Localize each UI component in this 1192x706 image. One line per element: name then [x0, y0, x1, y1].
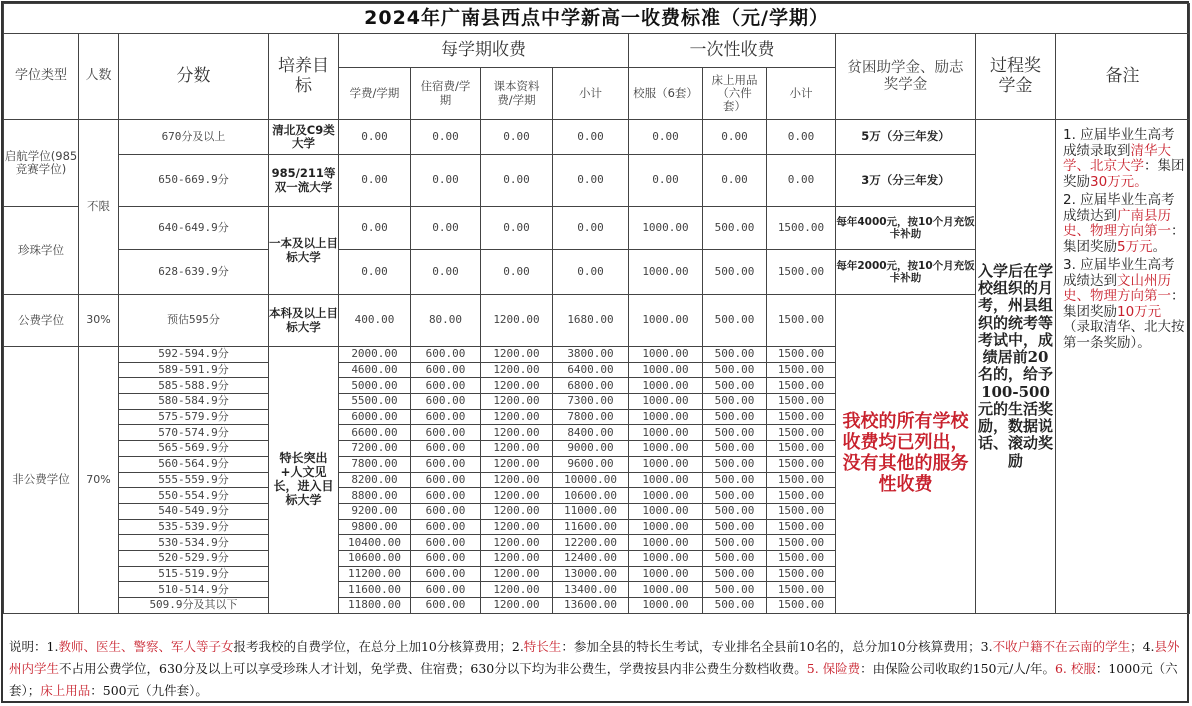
score-cell: 580-584.9分	[119, 394, 269, 410]
lodging-cell: 600.00	[411, 488, 481, 504]
uniform-cell: 1000.00	[629, 362, 703, 378]
score-cell: 592-594.9分	[119, 347, 269, 363]
uniform-cell: 1000.00	[629, 347, 703, 363]
one-time-subtotal-cell: 1500.00	[767, 362, 836, 378]
headcount-unlimited: 不限	[79, 120, 119, 295]
one-time-subtotal-cell: 1500.00	[767, 441, 836, 457]
subtotal-cell: 0.00	[553, 120, 629, 155]
lodging-cell: 600.00	[411, 566, 481, 582]
score-cell: 540-549.9分	[119, 503, 269, 519]
bedding-cell: 500.00	[703, 409, 767, 425]
lodging-cell: 0.00	[411, 155, 481, 207]
one-time-subtotal-cell: 1500.00	[767, 394, 836, 410]
header-per-term-subtotal: 小计	[553, 68, 629, 120]
books-cell: 0.00	[481, 207, 553, 250]
score-cell: 510-514.9分	[119, 582, 269, 598]
uniform-cell: 0.00	[629, 155, 703, 207]
uniform-cell: 1000.00	[629, 566, 703, 582]
tuition-cell: 6000.00	[339, 409, 411, 425]
header-one-time-group: 一次性收费	[629, 34, 836, 68]
subtotal-cell: 7300.00	[553, 394, 629, 410]
target-cell: 本科及以上目标大学	[269, 295, 339, 347]
remarks-cell	[1056, 120, 1190, 614]
subtotal-cell: 6400.00	[553, 362, 629, 378]
headcount-feigongfei: 70%	[79, 347, 119, 614]
score-cell: 550-554.9分	[119, 488, 269, 504]
remark-item: 3. 应届毕业生高考成绩达到文山州历史、物理方向第一：集团奖励10万元（录取清华、北大按第一条奖励）。	[1063, 257, 1185, 351]
one-time-subtotal-cell: 1500.00	[767, 409, 836, 425]
target-cell: 特长突出+人文见长，进入目标大学	[269, 347, 339, 614]
lodging-cell: 600.00	[411, 598, 481, 614]
books-cell: 0.00	[481, 250, 553, 295]
bedding-cell: 500.00	[703, 550, 767, 566]
score-cell: 640-649.9分	[119, 207, 269, 250]
subtotal-cell: 13400.00	[553, 582, 629, 598]
subtotal-cell: 0.00	[553, 207, 629, 250]
degree-feigongfei: 非公费学位	[4, 347, 79, 614]
bedding-cell: 500.00	[703, 394, 767, 410]
tuition-cell: 11600.00	[339, 582, 411, 598]
bedding-cell: 500.00	[703, 535, 767, 551]
books-cell: 1200.00	[481, 378, 553, 394]
score-cell: 570-574.9分	[119, 425, 269, 441]
remark-item: 1. 应届毕业生高考成绩录取到清华大学、北京大学：集团奖励30万元。	[1063, 127, 1185, 190]
tuition-cell: 0.00	[339, 155, 411, 207]
subtotal-cell: 12400.00	[553, 550, 629, 566]
subtotal-cell: 13600.00	[553, 598, 629, 614]
books-cell: 1200.00	[481, 550, 553, 566]
one-time-subtotal-cell: 1500.00	[767, 566, 836, 582]
header-remarks: 备注	[1056, 34, 1190, 120]
target-cell: 985/211等双一流大学	[269, 155, 339, 207]
books-cell: 1200.00	[481, 535, 553, 551]
bedding-cell: 500.00	[703, 598, 767, 614]
one-time-subtotal-cell: 1500.00	[767, 456, 836, 472]
one-time-subtotal-cell: 1500.00	[767, 550, 836, 566]
header-per-term-group: 每学期收费	[339, 34, 629, 68]
header-one-time-subtotal: 小计	[767, 68, 836, 120]
one-time-subtotal-cell: 1500.00	[767, 207, 836, 250]
aid-cell: 每年2000元，按10个月充饭卡补助	[836, 250, 976, 295]
degree-qihang: 启航学位(985竞赛学位)	[4, 120, 79, 207]
bedding-cell: 500.00	[703, 347, 767, 363]
one-time-subtotal-cell: 0.00	[767, 155, 836, 207]
target-cell: 一本及以上目标大学	[269, 207, 339, 295]
bedding-cell: 0.00	[703, 120, 767, 155]
bedding-cell: 0.00	[703, 155, 767, 207]
lodging-cell: 600.00	[411, 582, 481, 598]
footer-notes: 说明：1.教师、医生、警察、军人等子女报考我校的自费学位，在总分上加10分核算费用；2.特长生：参加全县的特长生考试，专业排名全县前10名的，总分加10分核算费用；3.不收户籍不在云南的学生；4.县外州内学生不占用公费学位，630分及以上可以享受珍珠人才计划，免学费、住宿费；630分以下均为非公费生，学费按县内非公费生分数档收费。5. 保险费：由保险公司收取约150元/人/年。6. 校服：1000元（六套）；床上用品：500元（九件套）。	[9, 639, 1180, 698]
header-books: 课本资料费/学期	[481, 68, 553, 120]
tuition-cell: 5500.00	[339, 394, 411, 410]
tuition-cell: 5000.00	[339, 378, 411, 394]
bedding-cell: 500.00	[703, 441, 767, 457]
uniform-cell: 1000.00	[629, 519, 703, 535]
uniform-cell: 1000.00	[629, 207, 703, 250]
subtotal-cell: 12200.00	[553, 535, 629, 551]
tuition-cell: 8800.00	[339, 488, 411, 504]
uniform-cell: 1000.00	[629, 250, 703, 295]
subtotal-cell: 11600.00	[553, 519, 629, 535]
uniform-cell: 1000.00	[629, 550, 703, 566]
lodging-cell: 0.00	[411, 120, 481, 155]
aid-cell: 5万（分三年发）	[836, 120, 976, 155]
uniform-cell: 0.00	[629, 120, 703, 155]
one-time-subtotal-cell: 1500.00	[767, 488, 836, 504]
tuition-cell: 8200.00	[339, 472, 411, 488]
books-cell: 1200.00	[481, 394, 553, 410]
bedding-cell: 500.00	[703, 503, 767, 519]
score-cell: 535-539.9分	[119, 519, 269, 535]
lodging-cell: 0.00	[411, 207, 481, 250]
lodging-cell: 600.00	[411, 378, 481, 394]
one-time-subtotal-cell: 1500.00	[767, 378, 836, 394]
bedding-cell: 500.00	[703, 425, 767, 441]
one-time-subtotal-cell: 1500.00	[767, 472, 836, 488]
score-cell: 560-564.9分	[119, 456, 269, 472]
tuition-cell: 0.00	[339, 207, 411, 250]
uniform-cell: 1000.00	[629, 295, 703, 347]
bedding-cell: 500.00	[703, 582, 767, 598]
lodging-cell: 600.00	[411, 441, 481, 457]
one-time-subtotal-cell: 1500.00	[767, 425, 836, 441]
tuition-cell: 11800.00	[339, 598, 411, 614]
header-uniform: 校服（6套）	[629, 68, 703, 120]
target-cell: 清北及C9类大学	[269, 120, 339, 155]
uniform-cell: 1000.00	[629, 441, 703, 457]
books-cell: 1200.00	[481, 488, 553, 504]
score-cell: 585-588.9分	[119, 378, 269, 394]
bedding-cell: 500.00	[703, 519, 767, 535]
uniform-cell: 1000.00	[629, 378, 703, 394]
aid-cell: 每年4000元，按10个月充饭卡补助	[836, 207, 976, 250]
books-cell: 0.00	[481, 155, 553, 207]
subtotal-cell: 6800.00	[553, 378, 629, 394]
books-cell: 0.00	[481, 120, 553, 155]
books-cell: 1200.00	[481, 566, 553, 582]
score-cell: 628-639.9分	[119, 250, 269, 295]
books-cell: 1200.00	[481, 295, 553, 347]
uniform-cell: 1000.00	[629, 456, 703, 472]
header-score: 分数	[119, 34, 269, 120]
lodging-cell: 600.00	[411, 456, 481, 472]
process-award-text: 入学后在学校组织的月考，州县组织的统考等考试中，成绩居前20名的，给予100-500元的生活奖励，数据说话、滚动奖励	[976, 120, 1056, 614]
uniform-cell: 1000.00	[629, 472, 703, 488]
subtotal-cell: 10000.00	[553, 472, 629, 488]
lodging-cell: 600.00	[411, 472, 481, 488]
subtotal-cell: 9600.00	[553, 456, 629, 472]
books-cell: 1200.00	[481, 362, 553, 378]
header-tuition: 学费/学期	[339, 68, 411, 120]
tuition-cell: 4600.00	[339, 362, 411, 378]
bedding-cell: 500.00	[703, 378, 767, 394]
one-time-subtotal-cell: 0.00	[767, 120, 836, 155]
uniform-cell: 1000.00	[629, 582, 703, 598]
lodging-cell: 600.00	[411, 550, 481, 566]
table-row	[4, 120, 1190, 155]
one-time-subtotal-cell: 1500.00	[767, 582, 836, 598]
uniform-cell: 1000.00	[629, 488, 703, 504]
books-cell: 1200.00	[481, 582, 553, 598]
subtotal-cell: 11000.00	[553, 503, 629, 519]
lodging-cell: 600.00	[411, 503, 481, 519]
one-time-subtotal-cell: 1500.00	[767, 519, 836, 535]
tuition-cell: 7200.00	[339, 441, 411, 457]
bedding-cell: 500.00	[703, 362, 767, 378]
header-lodging: 住宿费/学期	[411, 68, 481, 120]
uniform-cell: 1000.00	[629, 598, 703, 614]
headcount-gongfei: 30%	[79, 295, 119, 347]
bedding-cell: 500.00	[703, 250, 767, 295]
header-degree-type: 学位类型	[4, 34, 79, 120]
one-time-subtotal-cell: 1500.00	[767, 250, 836, 295]
page-title: 2024年广南县西点中学新高一收费标准（元/学期）	[4, 4, 1190, 34]
tuition-cell: 0.00	[339, 250, 411, 295]
books-cell: 1200.00	[481, 456, 553, 472]
score-cell: 670分及以上	[119, 120, 269, 155]
lodging-cell: 0.00	[411, 250, 481, 295]
lodging-cell: 600.00	[411, 425, 481, 441]
tuition-cell: 6600.00	[339, 425, 411, 441]
score-cell: 555-559.9分	[119, 472, 269, 488]
score-cell: 530-534.9分	[119, 535, 269, 551]
lodging-cell: 600.00	[411, 394, 481, 410]
books-cell: 1200.00	[481, 441, 553, 457]
lodging-cell: 600.00	[411, 362, 481, 378]
subtotal-cell: 0.00	[553, 155, 629, 207]
one-time-subtotal-cell: 1500.00	[767, 503, 836, 519]
one-time-subtotal-cell: 1500.00	[767, 598, 836, 614]
books-cell: 1200.00	[481, 598, 553, 614]
score-cell: 575-579.9分	[119, 409, 269, 425]
tuition-cell: 11200.00	[339, 566, 411, 582]
fee-table	[3, 3, 1190, 614]
bedding-cell: 500.00	[703, 566, 767, 582]
score-cell: 650-669.9分	[119, 155, 269, 207]
one-time-subtotal-cell: 1500.00	[767, 535, 836, 551]
bedding-cell: 500.00	[703, 488, 767, 504]
aid-cell: 3万（分三年发）	[836, 155, 976, 207]
bedding-cell: 500.00	[703, 295, 767, 347]
score-cell: 515-519.9分	[119, 566, 269, 582]
subtotal-cell: 7800.00	[553, 409, 629, 425]
uniform-cell: 1000.00	[629, 503, 703, 519]
bedding-cell: 500.00	[703, 207, 767, 250]
lodging-cell: 600.00	[411, 347, 481, 363]
subtotal-cell: 3800.00	[553, 347, 629, 363]
books-cell: 1200.00	[481, 472, 553, 488]
one-time-subtotal-cell: 1500.00	[767, 347, 836, 363]
header-aid: 贫困助学金、励志奖学金	[836, 34, 976, 120]
tuition-cell: 10600.00	[339, 550, 411, 566]
score-cell: 520-529.9分	[119, 550, 269, 566]
uniform-cell: 1000.00	[629, 425, 703, 441]
score-cell: 565-569.9分	[119, 441, 269, 457]
tuition-cell: 9800.00	[339, 519, 411, 535]
uniform-cell: 1000.00	[629, 409, 703, 425]
header-headcount: 人数	[79, 34, 119, 120]
bedding-cell: 500.00	[703, 472, 767, 488]
subtotal-cell: 8400.00	[553, 425, 629, 441]
lodging-cell: 600.00	[411, 519, 481, 535]
tuition-cell: 400.00	[339, 295, 411, 347]
tuition-cell: 9200.00	[339, 503, 411, 519]
books-cell: 1200.00	[481, 409, 553, 425]
no-other-fees-notice: 我校的所有学校收费均已列出，没有其他的服务性收费	[836, 295, 976, 614]
score-cell: 预估595分	[119, 295, 269, 347]
tuition-cell: 10400.00	[339, 535, 411, 551]
books-cell: 1200.00	[481, 347, 553, 363]
lodging-cell: 80.00	[411, 295, 481, 347]
uniform-cell: 1000.00	[629, 394, 703, 410]
subtotal-cell: 9000.00	[553, 441, 629, 457]
tuition-cell: 7800.00	[339, 456, 411, 472]
uniform-cell: 1000.00	[629, 535, 703, 551]
subtotal-cell: 0.00	[553, 250, 629, 295]
books-cell: 1200.00	[481, 519, 553, 535]
lodging-cell: 600.00	[411, 409, 481, 425]
subtotal-cell: 1680.00	[553, 295, 629, 347]
subtotal-cell: 10600.00	[553, 488, 629, 504]
books-cell: 1200.00	[481, 503, 553, 519]
header-bedding: 床上用品（六件套）	[703, 68, 767, 120]
degree-gongfei: 公费学位	[4, 295, 79, 347]
header-target: 培养目标	[269, 34, 339, 120]
books-cell: 1200.00	[481, 425, 553, 441]
one-time-subtotal-cell: 1500.00	[767, 295, 836, 347]
tuition-cell: 2000.00	[339, 347, 411, 363]
remark-item: 2. 应届毕业生高考成绩达到广南县历史、物理方向第一：集团奖励5万元。	[1063, 192, 1185, 255]
header-process-award: 过程奖学金	[976, 34, 1056, 120]
tuition-cell: 0.00	[339, 120, 411, 155]
lodging-cell: 600.00	[411, 535, 481, 551]
score-cell: 509.9分及其以下	[119, 598, 269, 614]
bedding-cell: 500.00	[703, 456, 767, 472]
subtotal-cell: 13000.00	[553, 566, 629, 582]
degree-zhenzhu: 珍珠学位	[4, 207, 79, 295]
score-cell: 589-591.9分	[119, 362, 269, 378]
